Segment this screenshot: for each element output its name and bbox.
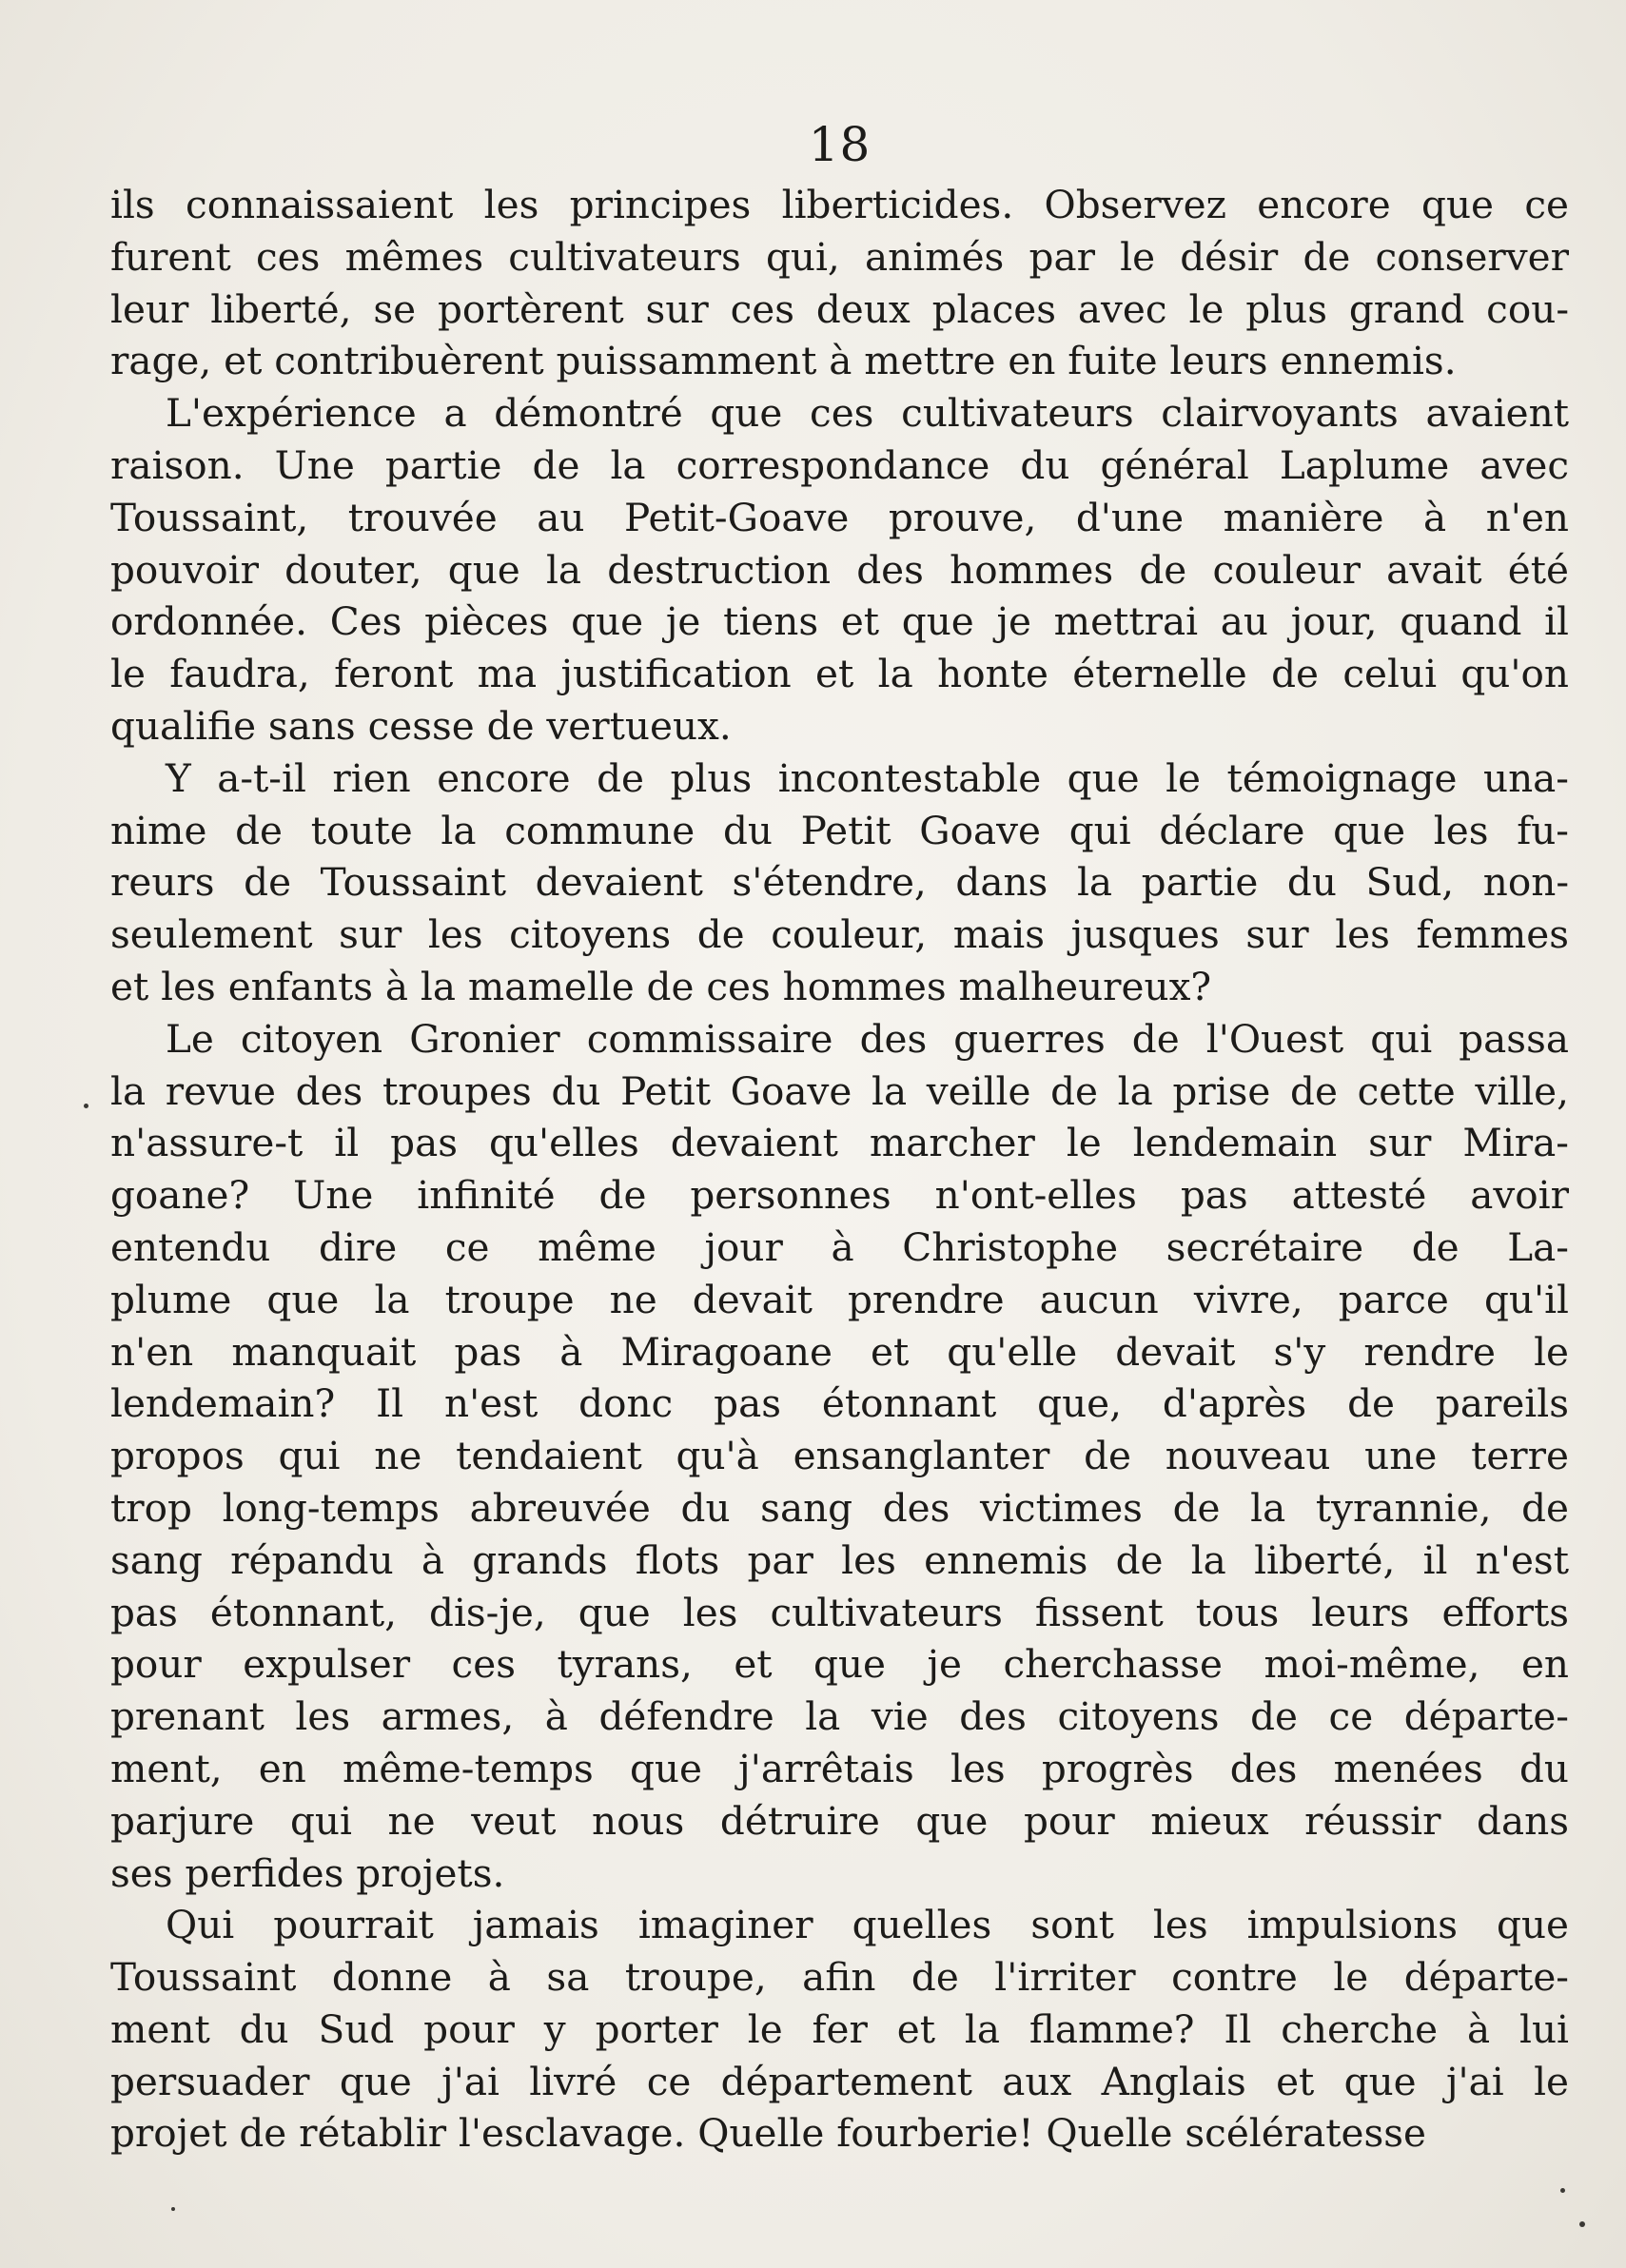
text-line: la revue des troupes du Petit Goave la veille de la prise de cette ville, (110, 1067, 1569, 1114)
text-line: reurs de Toussaint devaient s'étendre, dans la partie du Sud, non- (110, 859, 1569, 906)
print-speck (1560, 2188, 1565, 2193)
text-line: seulement sur les citoyens de couleur, mais jusques sur les femmes (110, 911, 1569, 958)
page-number: 18 (808, 117, 872, 172)
paragraph (110, 387, 1569, 753)
text-line: prenant les armes, à défendre la vie des citoyens de ce départe- (110, 1693, 1569, 1740)
text-line: Qui pourrait jamais imaginer quelles sont les impulsions que (166, 1902, 1569, 1948)
text-line: pouvoir douter, que la destruction des hommes de couleur avait été (110, 546, 1569, 593)
text-line: pas étonnant, dis-je, que les cultivateurs fissent tous leurs efforts (110, 1589, 1569, 1635)
text-line: trop long-temps abreuvée du sang des victimes de la tyrannie, de (110, 1484, 1569, 1531)
print-speck (171, 2207, 175, 2211)
text-line: leur liberté, se portèrent sur ces deux places avec le plus grand cou- (110, 285, 1569, 332)
text-line: raison. Une partie de la correspondance du général Laplume avec (110, 441, 1569, 488)
text-line: goane? Une infinité de personnes n'ont-elles pas attesté avoir (110, 1172, 1569, 1219)
text-line: ment, en même-temps que j'arrêtais les progrès des menées du (110, 1745, 1569, 1791)
text-line: qualifie sans cesse de vertueux. (110, 702, 732, 749)
text-line: persuader que j'ai livré ce département aux Anglais et que j'ai le (110, 2058, 1569, 2104)
text-line: nime de toute la commune du Petit Goave qui déclare que les fu- (110, 807, 1569, 853)
paragraph (110, 179, 1569, 387)
text-line: propos qui ne tendaient qu'à ensanglanter de nouveau une terre (110, 1433, 1569, 1479)
text-line: ses perfides projets. (110, 1849, 505, 1896)
text-line: lendemain? Il n'est donc pas étonnant que, d'après de pareils (110, 1380, 1569, 1427)
text-line: n'en manquait pas à Miragoane et qu'elle devait s'y rendre le (110, 1328, 1569, 1375)
text-line: entendu dire ce même jour à Christophe secrétaire de La- (110, 1223, 1569, 1270)
text-line: parjure qui ne veut nous détruire que pour mieux réussir dans (110, 1797, 1569, 1844)
print-speck (1579, 2221, 1585, 2227)
text-line: ordonnée. Ces pièces que je tiens et que je mettrai au jour, quand il (110, 598, 1569, 645)
text-line: pour expulser ces tyrans, et que je cherchasse moi-même, en (110, 1641, 1569, 1688)
text-line: n'assure-t il pas qu'elles devaient marcher le lendemain sur Mira- (110, 1120, 1569, 1166)
text-line: ment du Sud pour y porter le fer et la flamme? Il cherche à lui (110, 2005, 1569, 2052)
text-line: Le citoyen Gronier commissaire des guerres de l'Ouest qui passa (166, 1015, 1569, 1062)
paragraph (110, 753, 1569, 1013)
text-line: Y a-t-il rien encore de plus incontestable que le témoignage una- (166, 754, 1569, 801)
print-speck (84, 1104, 88, 1108)
page-text (110, 179, 1569, 2160)
text-line: sang répandu à grands flots par les ennemis de la liberté, il n'est (110, 1536, 1569, 1583)
text-line: plume que la troupe ne devait prendre aucun vivre, parce qu'il (110, 1276, 1569, 1322)
text-line: L'expérience a démontré que ces cultivateurs clairvoyants avaient (166, 390, 1569, 437)
text-line: projet de rétablir l'esclavage. Quelle fourberie! Quelle scélératesse (110, 2110, 1426, 2157)
paragraph (110, 1013, 1569, 1900)
text-line: rage, et contribuèrent puissamment à mettre en fuite leurs ennemis. (110, 338, 1457, 384)
text-line: le faudra, feront ma justification et la honte éternelle de celui qu'on (110, 651, 1569, 697)
text-line: furent ces mêmes cultivateurs qui, animés par le désir de conserver (110, 233, 1569, 280)
text-line: Toussaint donne à sa troupe, afin de l'irriter contre le départe- (110, 1954, 1569, 2001)
text-line: Toussaint, trouvée au Petit-Goave prouve, d'une manière à n'en (110, 494, 1569, 540)
text-line: et les enfants à la mamelle de ces hommes malheureux? (110, 963, 1212, 1009)
paragraph (110, 1899, 1569, 2160)
text-line: ils connaissaient les principes liberticides. Observez encore que ce (110, 182, 1569, 227)
